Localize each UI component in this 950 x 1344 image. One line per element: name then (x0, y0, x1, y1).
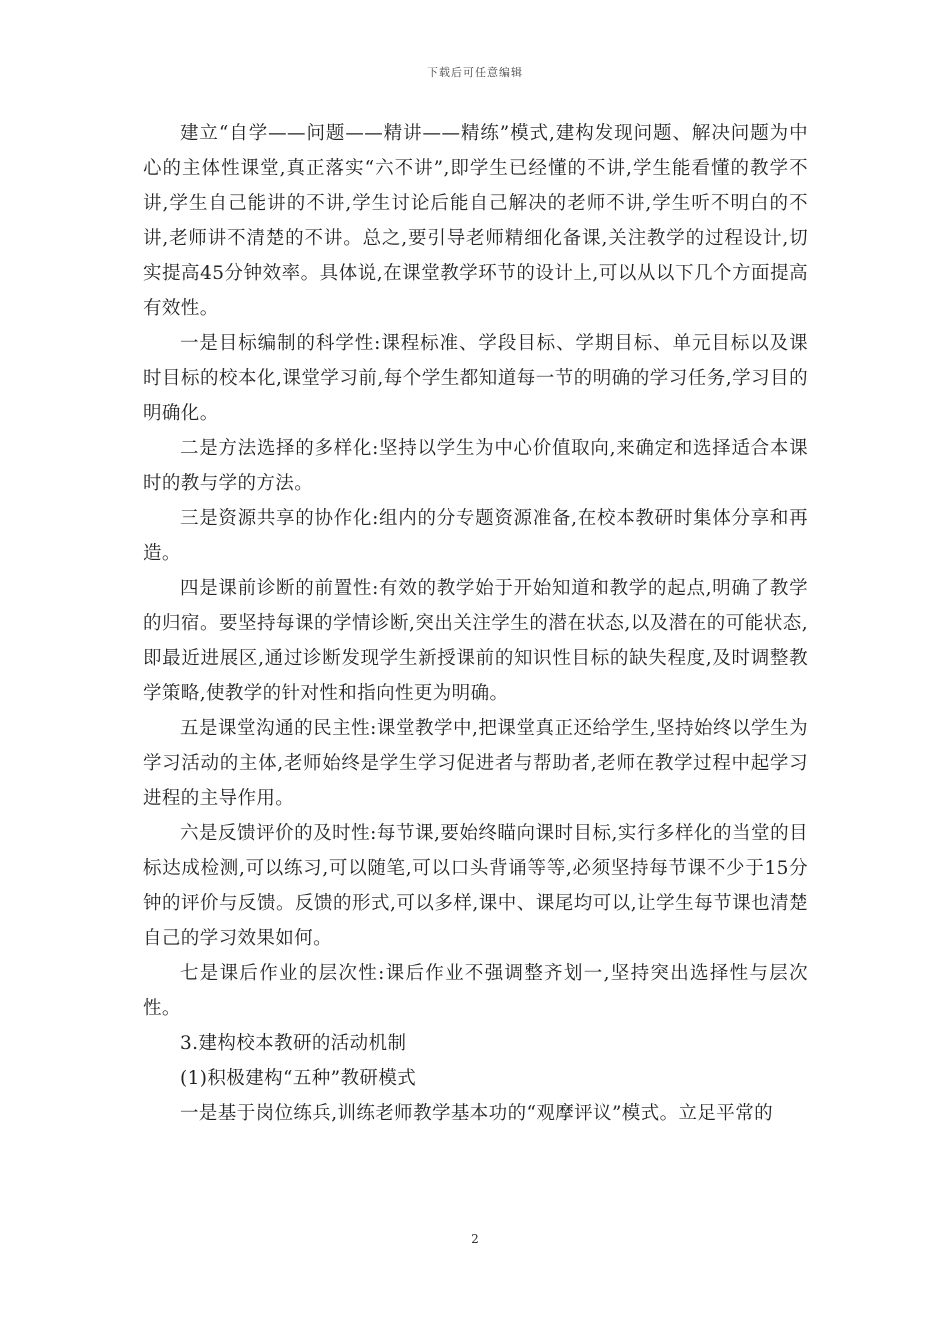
paragraph: 三是资源共享的协作化:组内的分专题资源准备,在校本教研时集体分享和再造。 (143, 508, 808, 564)
paragraph: 五是课堂沟通的民主性:课堂教学中,把课堂真正还给学生,坚持始终以学生为学习活动的主体,老师始终是学生学习促进者与帮助者,老师在教学过程中起学习进程的主导作用。 (143, 718, 808, 809)
section-heading: 3.建构校本教研的活动机制 (180, 1033, 407, 1054)
paragraph: 六是反馈评价的及时性:每节课,要始终瞄向课时目标,实行多样化的当堂的目标达成检测,可以练习,可以随笔,可以口头背诵等等,必须坚持每节课不少于15分钟的评价与反馈。反馈的形式,可以多样,课中、课尾均可以,让学生每节课也清楚自己的学习效果如何。 (143, 823, 808, 949)
subsection-heading: (1)积极建构“五种”教研模式 (180, 1068, 417, 1089)
document-body (143, 116, 808, 1131)
paragraph: 一是目标编制的科学性:课程标准、学段目标、学期目标、单元目标以及课时目标的校本化,课堂学习前,每个学生都知道每一节的明确的学习任务,学习目的明确化。 (143, 333, 808, 424)
paragraph: 建立“自学——问题——精讲——精练”模式,建构发现问题、解决问题为中心的主体性课堂,真正落实“六不讲”,即学生已经懂的不讲,学生能看懂的教学不讲,学生自己能讲的不讲,学生讨论后能自己解决的老师不讲,学生听不明白的不讲,老师讲不清楚的不讲。总之,要引导老师精细化备课,关注教学的过程设计,切实提高45分钟效率。具体说,在课堂教学环节的设计上,可以从以下几个方面提高有效性。 (143, 123, 808, 319)
page-number: 2 (471, 1232, 479, 1246)
paragraph: 一是基于岗位练兵,训练老师教学基本功的“观摩评议”模式。立足平常的 (180, 1103, 773, 1124)
paragraph: 七是课后作业的层次性:课后作业不强调整齐划一,坚持突出选择性与层次性。 (143, 963, 808, 1019)
page-header: 下载后可任意编辑 (427, 66, 523, 79)
paragraph: 四是课前诊断的前置性:有效的教学始于开始知道和教学的起点,明确了教学的归宿。要坚持每课的学情诊断,突出关注学生的潜在状态,以及潜在的可能状态,即最近进展区,通过诊断发现学生新授课前的知识性目标的缺失程度,及时调整教学策略,使教学的针对性和指向性更为明确。 (143, 578, 808, 704)
paragraph: 二是方法选择的多样化:坚持以学生为中心价值取向,来确定和选择适合本课时的教与学的方法。 (143, 438, 808, 494)
